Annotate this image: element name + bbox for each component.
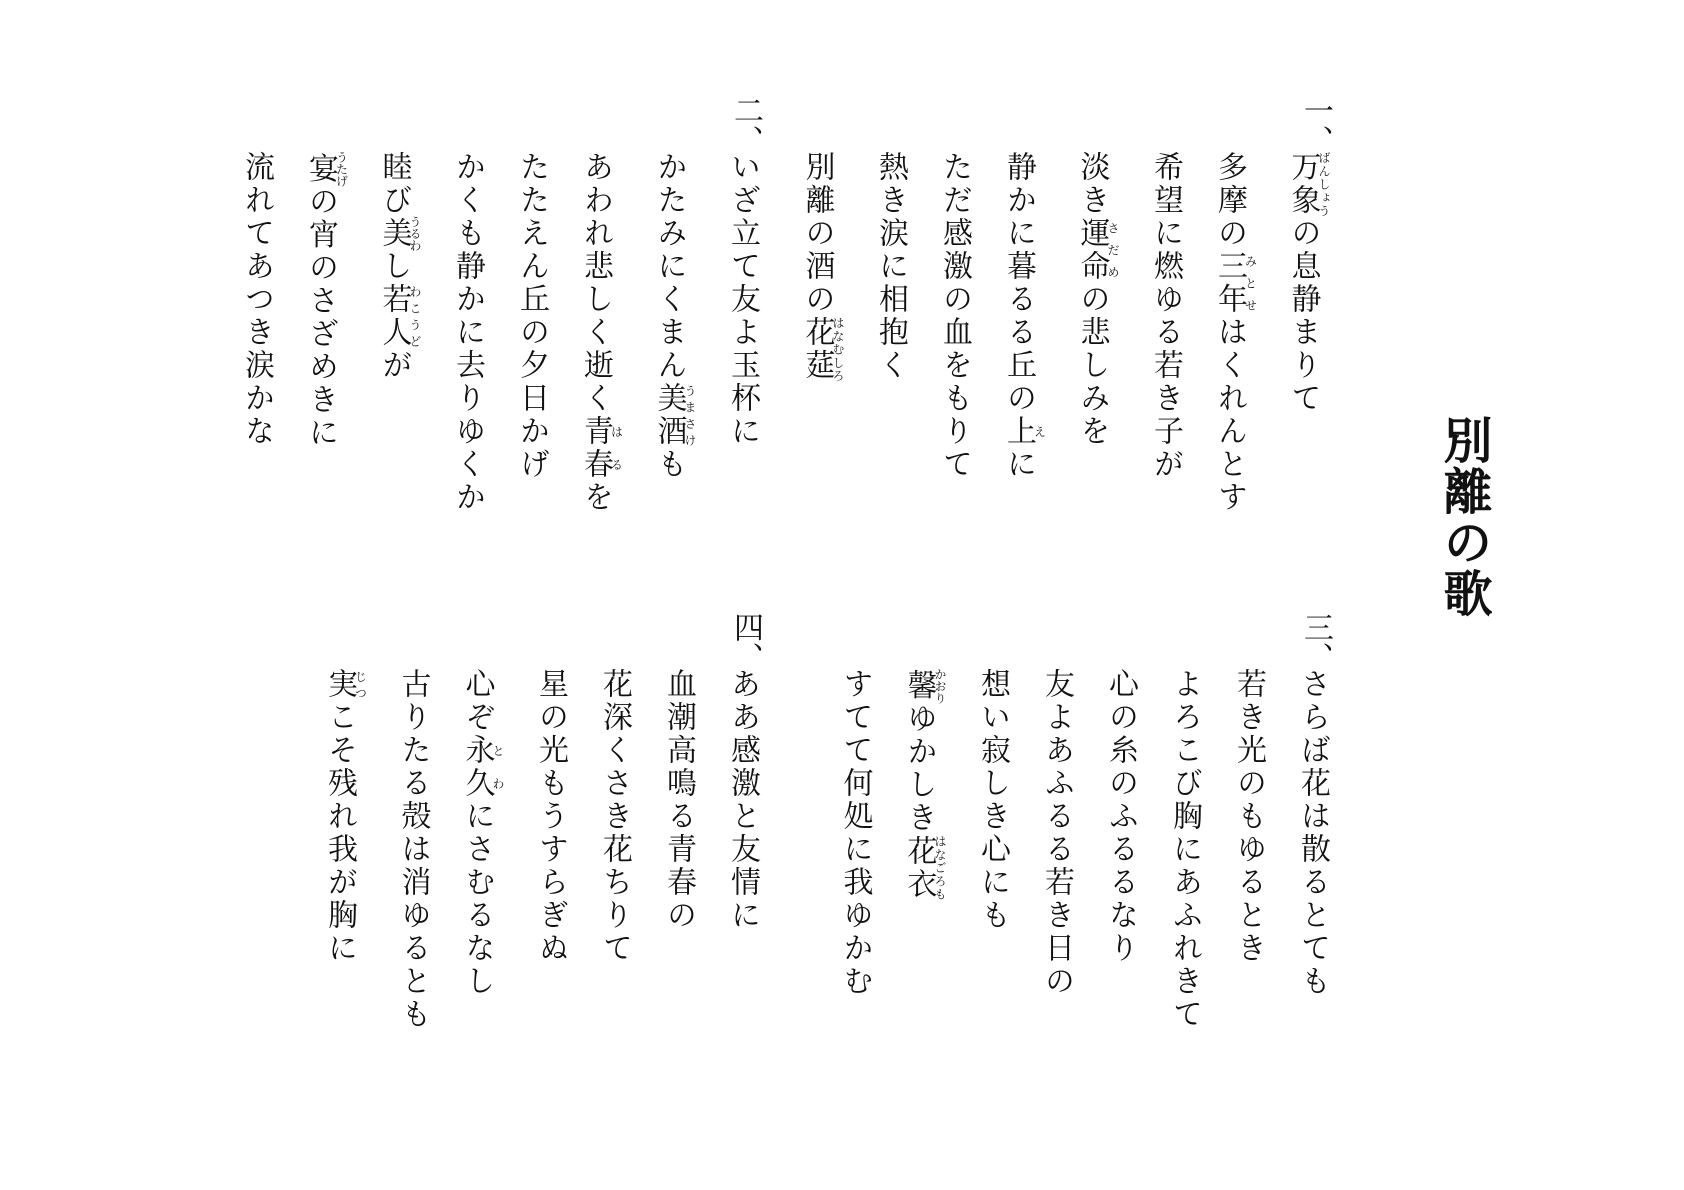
lyric-line <box>724 668 760 1031</box>
ruby-word <box>1212 250 1258 316</box>
lyric-line <box>459 668 505 1031</box>
ruby-base: 花莚 <box>799 316 835 382</box>
lyric-text: 流れてあつき涙かな <box>239 151 274 448</box>
verse-2 <box>239 95 763 615</box>
lyric-text: ゆかしき <box>901 702 937 835</box>
lyric-line <box>936 151 972 514</box>
furigana: みとせ <box>1243 250 1258 316</box>
verse-number: 一、 <box>1298 95 1333 155</box>
ruby-word <box>303 151 349 187</box>
lyric-line <box>532 668 568 1031</box>
furigana: うるわ <box>408 215 422 252</box>
lyric-text: が <box>376 349 412 382</box>
lyric-text: に <box>1001 448 1036 481</box>
ruby-base: 美 <box>376 215 412 252</box>
furigana: うまさけ <box>683 382 697 448</box>
lyric-text: 花深くさき花ちりて <box>597 668 632 965</box>
lyric-text: 静かに暮るる丘の <box>1001 151 1036 415</box>
lyric-line <box>1102 668 1138 1031</box>
lyric-text: ああ感激と友情に <box>725 668 760 932</box>
verse-lines <box>837 668 1331 1031</box>
furigana: わこうど <box>408 283 422 349</box>
ruby-base: 永久 <box>459 734 495 800</box>
ruby-word <box>322 668 368 701</box>
ruby-base: 美酒 <box>651 382 687 448</box>
furigana: じつ <box>353 668 368 701</box>
ruby-word <box>651 382 697 448</box>
furigana: え <box>1032 415 1047 448</box>
ruby-base: 運命 <box>1074 217 1110 283</box>
ruby-base: 実 <box>322 668 357 701</box>
ruby-word <box>1285 151 1331 217</box>
verse-1 <box>799 95 1333 615</box>
lyric-text: すてて何処に我ゆかむ <box>837 668 873 998</box>
lyric-line <box>837 668 873 1031</box>
song-title: 別離の歌 <box>1436 415 1494 619</box>
ruby-word <box>376 283 422 349</box>
lyric-text: 星の光もうすらぎぬ <box>533 668 568 965</box>
lyric-line <box>1000 151 1046 514</box>
lyric-text: こそ残れ我が胸に <box>322 701 357 965</box>
lyric-line <box>901 668 947 1031</box>
lyric-text: いざ立て友よ玉杯に <box>725 151 760 448</box>
verse-lines <box>321 668 760 1031</box>
verse-lines <box>799 151 1331 514</box>
lyric-line <box>1147 151 1183 514</box>
lyric-line <box>1211 151 1257 514</box>
ruby-word <box>376 215 422 252</box>
verse-number: 四、 <box>728 612 763 672</box>
lyric-line <box>974 668 1010 1031</box>
lyric-text: 友よあふるる若き日の <box>1039 668 1074 998</box>
furigana: かおり <box>933 668 947 704</box>
lyric-text: 希望に燃ゆる若き子が <box>1148 151 1183 481</box>
furigana: さだめ <box>1106 217 1120 283</box>
lyric-text: 多摩の <box>1212 151 1247 250</box>
lyric-line <box>1285 151 1331 514</box>
lyric-text: 心の糸のふるるなり <box>1103 668 1138 965</box>
lyric-text: の宵のさざめきに <box>303 185 338 450</box>
verse-3 <box>830 612 1333 1132</box>
lyric-text: の息静まりて <box>1285 217 1321 415</box>
lyric-text: も <box>651 448 687 481</box>
lyric-text: を <box>578 481 613 514</box>
lyric-text: 血潮高鳴る青春の <box>661 668 696 932</box>
lyric-line <box>577 151 623 514</box>
lyric-line <box>376 151 422 514</box>
ruby-base: 青春 <box>578 415 613 481</box>
lyric-text: よろこび胸にあふれきて <box>1167 668 1202 1031</box>
ruby-base: 宴 <box>303 151 338 187</box>
ruby-base: 三年 <box>1212 250 1247 316</box>
lyric-text: さらば花は散るとても <box>1295 668 1330 998</box>
verse-number: 二、 <box>728 95 763 155</box>
furigana: うたげ <box>334 151 349 187</box>
lyric-line <box>724 151 760 514</box>
lyric-text: はくれんとす <box>1212 316 1247 514</box>
ruby-word <box>901 834 947 901</box>
lyric-line <box>395 668 431 1031</box>
verse-lines <box>238 151 760 514</box>
lyric-text: ただ感激の血をもりて <box>937 151 972 481</box>
ruby-word <box>459 734 505 800</box>
lyric-line <box>1166 668 1202 1031</box>
lyric-text: にさむるなし <box>459 800 495 998</box>
lyric-line <box>799 151 845 514</box>
lyric-line <box>651 151 697 514</box>
lyric-line <box>1074 151 1120 514</box>
lyric-line <box>1294 668 1330 1031</box>
ruby-base: 万象 <box>1285 151 1321 217</box>
furigana: はなごろも <box>933 834 947 901</box>
lyric-text: 想い寂しき心にも <box>975 668 1010 932</box>
ruby-word <box>1001 415 1047 448</box>
ruby-base: 上 <box>1001 415 1036 448</box>
furigana: ばんしょう <box>1317 151 1331 217</box>
lyric-line <box>513 151 549 514</box>
verse-4 <box>260 612 763 1132</box>
lyric-text: 別離の酒の <box>799 151 835 316</box>
furigana: はなむしろ <box>831 316 845 382</box>
lyric-text: の悲しみを <box>1074 283 1110 448</box>
lyric-text: 心ぞ <box>459 668 495 734</box>
lyric-line <box>449 151 485 514</box>
furigana: とわ <box>491 734 505 800</box>
lyric-text: かたみにくまん <box>651 151 687 382</box>
lyric-text: たたえん丘の夕日かげ <box>514 151 549 481</box>
lyric-line <box>1038 668 1074 1031</box>
ruby-base: 花衣 <box>901 834 937 901</box>
lyric-text: し <box>376 250 412 283</box>
lyric-text: 古りたる殻は消ゆるとも <box>395 668 431 1031</box>
lyric-line <box>238 151 274 514</box>
lyric-text: 若き光のもゆるとき <box>1231 668 1266 965</box>
lyric-line <box>660 668 696 1031</box>
ruby-word <box>578 415 624 481</box>
lyric-line <box>596 668 632 1031</box>
ruby-base: 馨 <box>901 668 937 704</box>
furigana: はる <box>609 415 624 481</box>
verse-number: 三、 <box>1298 612 1333 672</box>
ruby-word <box>1074 217 1120 283</box>
lyric-text: 熱き涙に相抱く <box>873 151 908 382</box>
lyric-text: 睦び <box>376 151 412 217</box>
lyric-text: 淡き <box>1074 151 1110 217</box>
lyric-text: あわれ悲しく逝く <box>578 151 613 415</box>
lyric-line <box>872 151 908 514</box>
lyric-line <box>302 151 348 514</box>
lyric-text: かくも静かに去りゆくか <box>450 151 485 514</box>
lyric-line <box>321 668 367 1031</box>
ruby-base: 若人 <box>376 283 412 349</box>
lyric-line <box>1230 668 1266 1031</box>
ruby-word <box>799 316 845 382</box>
ruby-word <box>901 668 947 704</box>
